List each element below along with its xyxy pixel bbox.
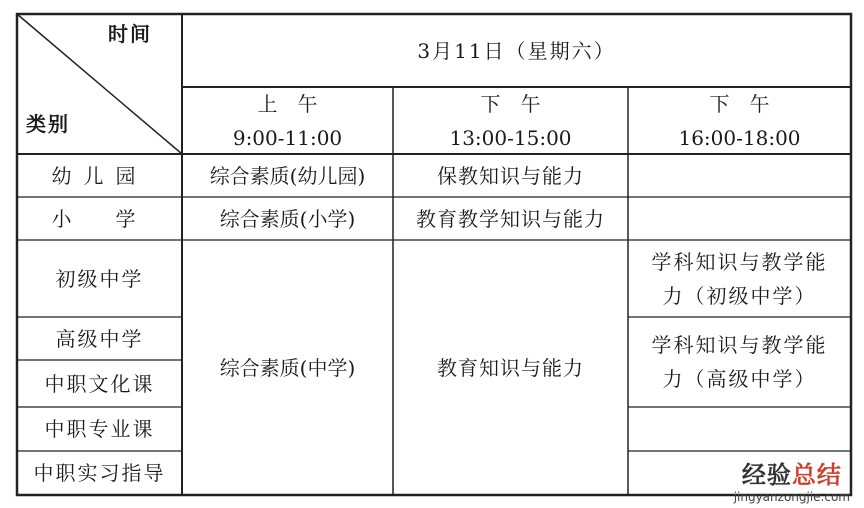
session-time: 16:00-18:00 <box>678 125 801 150</box>
corner-label-time: 时间 <box>108 22 152 46</box>
cell-line: 学科知识与教学能 <box>651 333 828 357</box>
category-kindergarten: 幼儿园 <box>51 163 148 188</box>
watermark-url: jingyanzongjie.com <box>733 490 850 504</box>
category-primary: 小 学 <box>51 206 148 231</box>
session-time: 9:00-11:00 <box>232 125 343 150</box>
cell-primary-session1: 综合素质(小学) <box>219 206 356 231</box>
session-time: 13:00-15:00 <box>449 125 572 150</box>
category-vocational-internship: 中职实习指导 <box>33 461 166 485</box>
session-header-3 <box>628 87 851 154</box>
cell-secondary-session1: 综合素质(中学) <box>219 355 356 380</box>
corner-label-category: 类别 <box>26 112 70 136</box>
cell-line: 力（初级中学） <box>662 283 817 308</box>
category-senior-middle: 高级中学 <box>55 326 144 351</box>
cell-senior-session3 <box>628 317 851 407</box>
cell-kindergarten-session2: 保教知识与能力 <box>437 163 584 188</box>
session-header-1 <box>182 87 393 154</box>
date-header: 3月11日（星期六） <box>417 38 616 63</box>
watermark-logo <box>734 455 850 504</box>
session-period: 上 午 <box>257 91 318 116</box>
watermark-title-part1: 经验 <box>741 461 792 489</box>
cell-line: 学科知识与教学能 <box>651 249 828 274</box>
cell-junior-session3 <box>628 240 851 317</box>
session-period: 下 午 <box>709 91 770 116</box>
cell-line: 力（高级中学） <box>662 367 817 391</box>
cell-kindergarten-session1: 综合素质(幼儿园) <box>209 163 366 188</box>
cell-secondary-session2: 教育知识与能力 <box>437 355 584 380</box>
category-junior-middle: 初级中学 <box>55 266 144 291</box>
category-vocational-major: 中职专业课 <box>44 417 155 441</box>
cell-primary-session2: 教育教学知识与能力 <box>416 206 605 231</box>
session-period: 下 午 <box>480 91 541 116</box>
session-header-2 <box>393 87 628 154</box>
watermark-title-part2: 总结 <box>791 461 842 489</box>
watermark-title <box>734 455 850 490</box>
category-vocational-culture: 中职文化课 <box>44 371 155 396</box>
